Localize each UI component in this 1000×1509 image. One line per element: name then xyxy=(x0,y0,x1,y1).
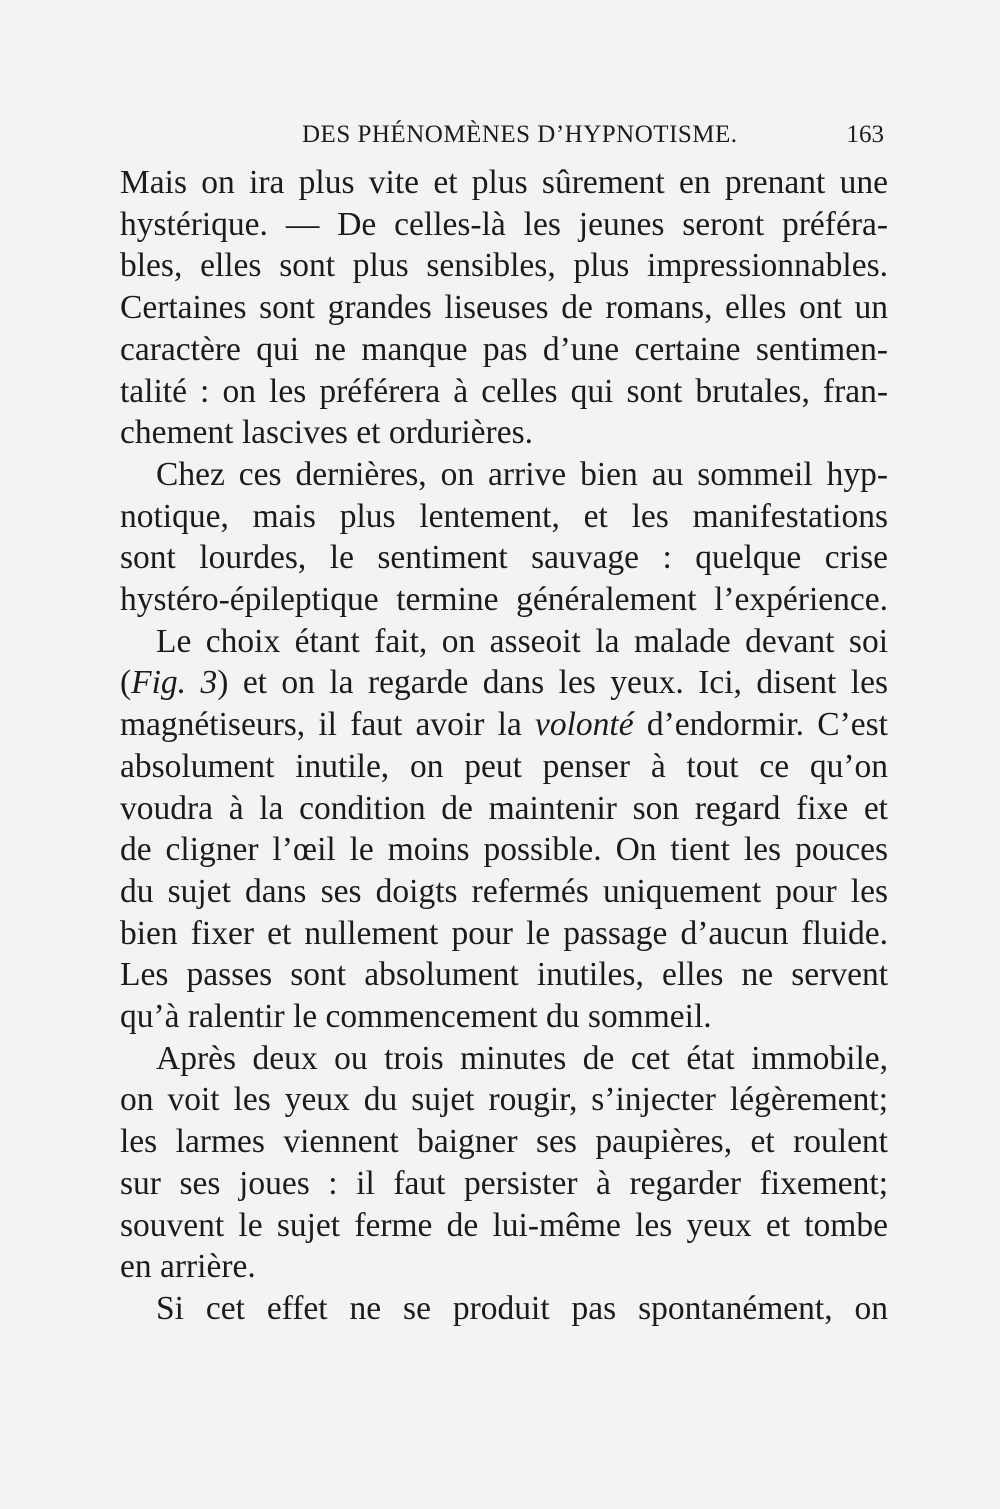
text-line: hystérique. — De celles-là les jeunes seront préféra- xyxy=(120,205,888,243)
text-line: sont lourdes, le sentiment sauvage : quelque crise xyxy=(120,539,888,577)
text-line: absolument inutile, on peut penser à tout ce qu’on xyxy=(120,747,888,785)
paragraph-5 xyxy=(120,1288,888,1330)
paragraph-1 xyxy=(120,162,888,454)
text-line: on voit les yeux du sujet rougir, s’injecter légèrement; xyxy=(120,1081,888,1119)
text-line: caractère qui ne manque pas d’une certaine sentimen- xyxy=(120,330,888,368)
text-line: du sujet dans ses doigts refermés uniquement pour les xyxy=(120,872,888,910)
running-title: DES PHÉNOMÈNES D’HYPNOTISME. xyxy=(302,121,738,148)
text-line-with-italics: magnétiseurs, il faut avoir la volonté d’endormir. C’est xyxy=(120,706,888,744)
text-line: bien fixer et nullement pour le passage d’aucun fluide. xyxy=(120,914,888,952)
text-line: Si cet effet ne se produit pas spontanément, on xyxy=(156,1289,888,1327)
paragraph-4 xyxy=(120,1038,888,1288)
text-line: de cligner l’œil le moins possible. On tient les pouces xyxy=(120,831,888,869)
text-line: souvent le sujet ferme de lui-même les yeux et tombe xyxy=(120,1206,888,1244)
page-number: 163 xyxy=(846,121,884,148)
text-line: Le choix étant fait, on asseoit la malade devant soi xyxy=(156,622,888,660)
text-line: les larmes viennent baigner ses paupières, et roulent xyxy=(120,1123,888,1161)
figure-reference: Fig. 3 xyxy=(131,664,218,702)
page-header xyxy=(120,118,884,152)
text-line: hystéro-épileptique termine généralement l’expérience. xyxy=(120,581,888,619)
paragraph-2 xyxy=(120,454,888,621)
emphasis-volonte: volonté xyxy=(534,706,634,744)
text-line: Mais on ira plus vite et plus sûrement en prenant une xyxy=(120,164,888,201)
text-line: Certaines sont grandes liseuses de romans, elles ont un xyxy=(120,289,888,327)
body-text xyxy=(120,162,888,1330)
text-line: bles, elles sont plus sensibles, plus impressionnables. xyxy=(120,247,888,285)
text-line: Après deux ou trois minutes de cet état immobile, xyxy=(156,1039,888,1077)
text-line: chement lascives et ordurières. xyxy=(120,414,533,452)
text-line-with-italics: (Fig. 3) et on la regarde dans les yeux. Ici, disent les xyxy=(120,664,888,702)
paragraph-3 xyxy=(120,621,888,1038)
text-line: Chez ces dernières, on arrive bien au sommeil hyp- xyxy=(156,455,888,493)
text-line: talité : on les préférera à celles qui sont brutales, fran- xyxy=(120,372,888,410)
text-line: notique, mais plus lentement, et les manifestations xyxy=(120,497,888,535)
text-line: sur ses joues : il faut persister à regarder fixement; xyxy=(120,1164,888,1202)
text-line: en arrière. xyxy=(120,1248,256,1286)
text-line: voudra à la condition de maintenir son regard fixe et xyxy=(120,789,888,827)
text-line: Les passes sont absolument inutiles, elles ne servent xyxy=(120,956,888,994)
text-line: qu’à ralentir le commencement du sommeil. xyxy=(120,998,712,1036)
